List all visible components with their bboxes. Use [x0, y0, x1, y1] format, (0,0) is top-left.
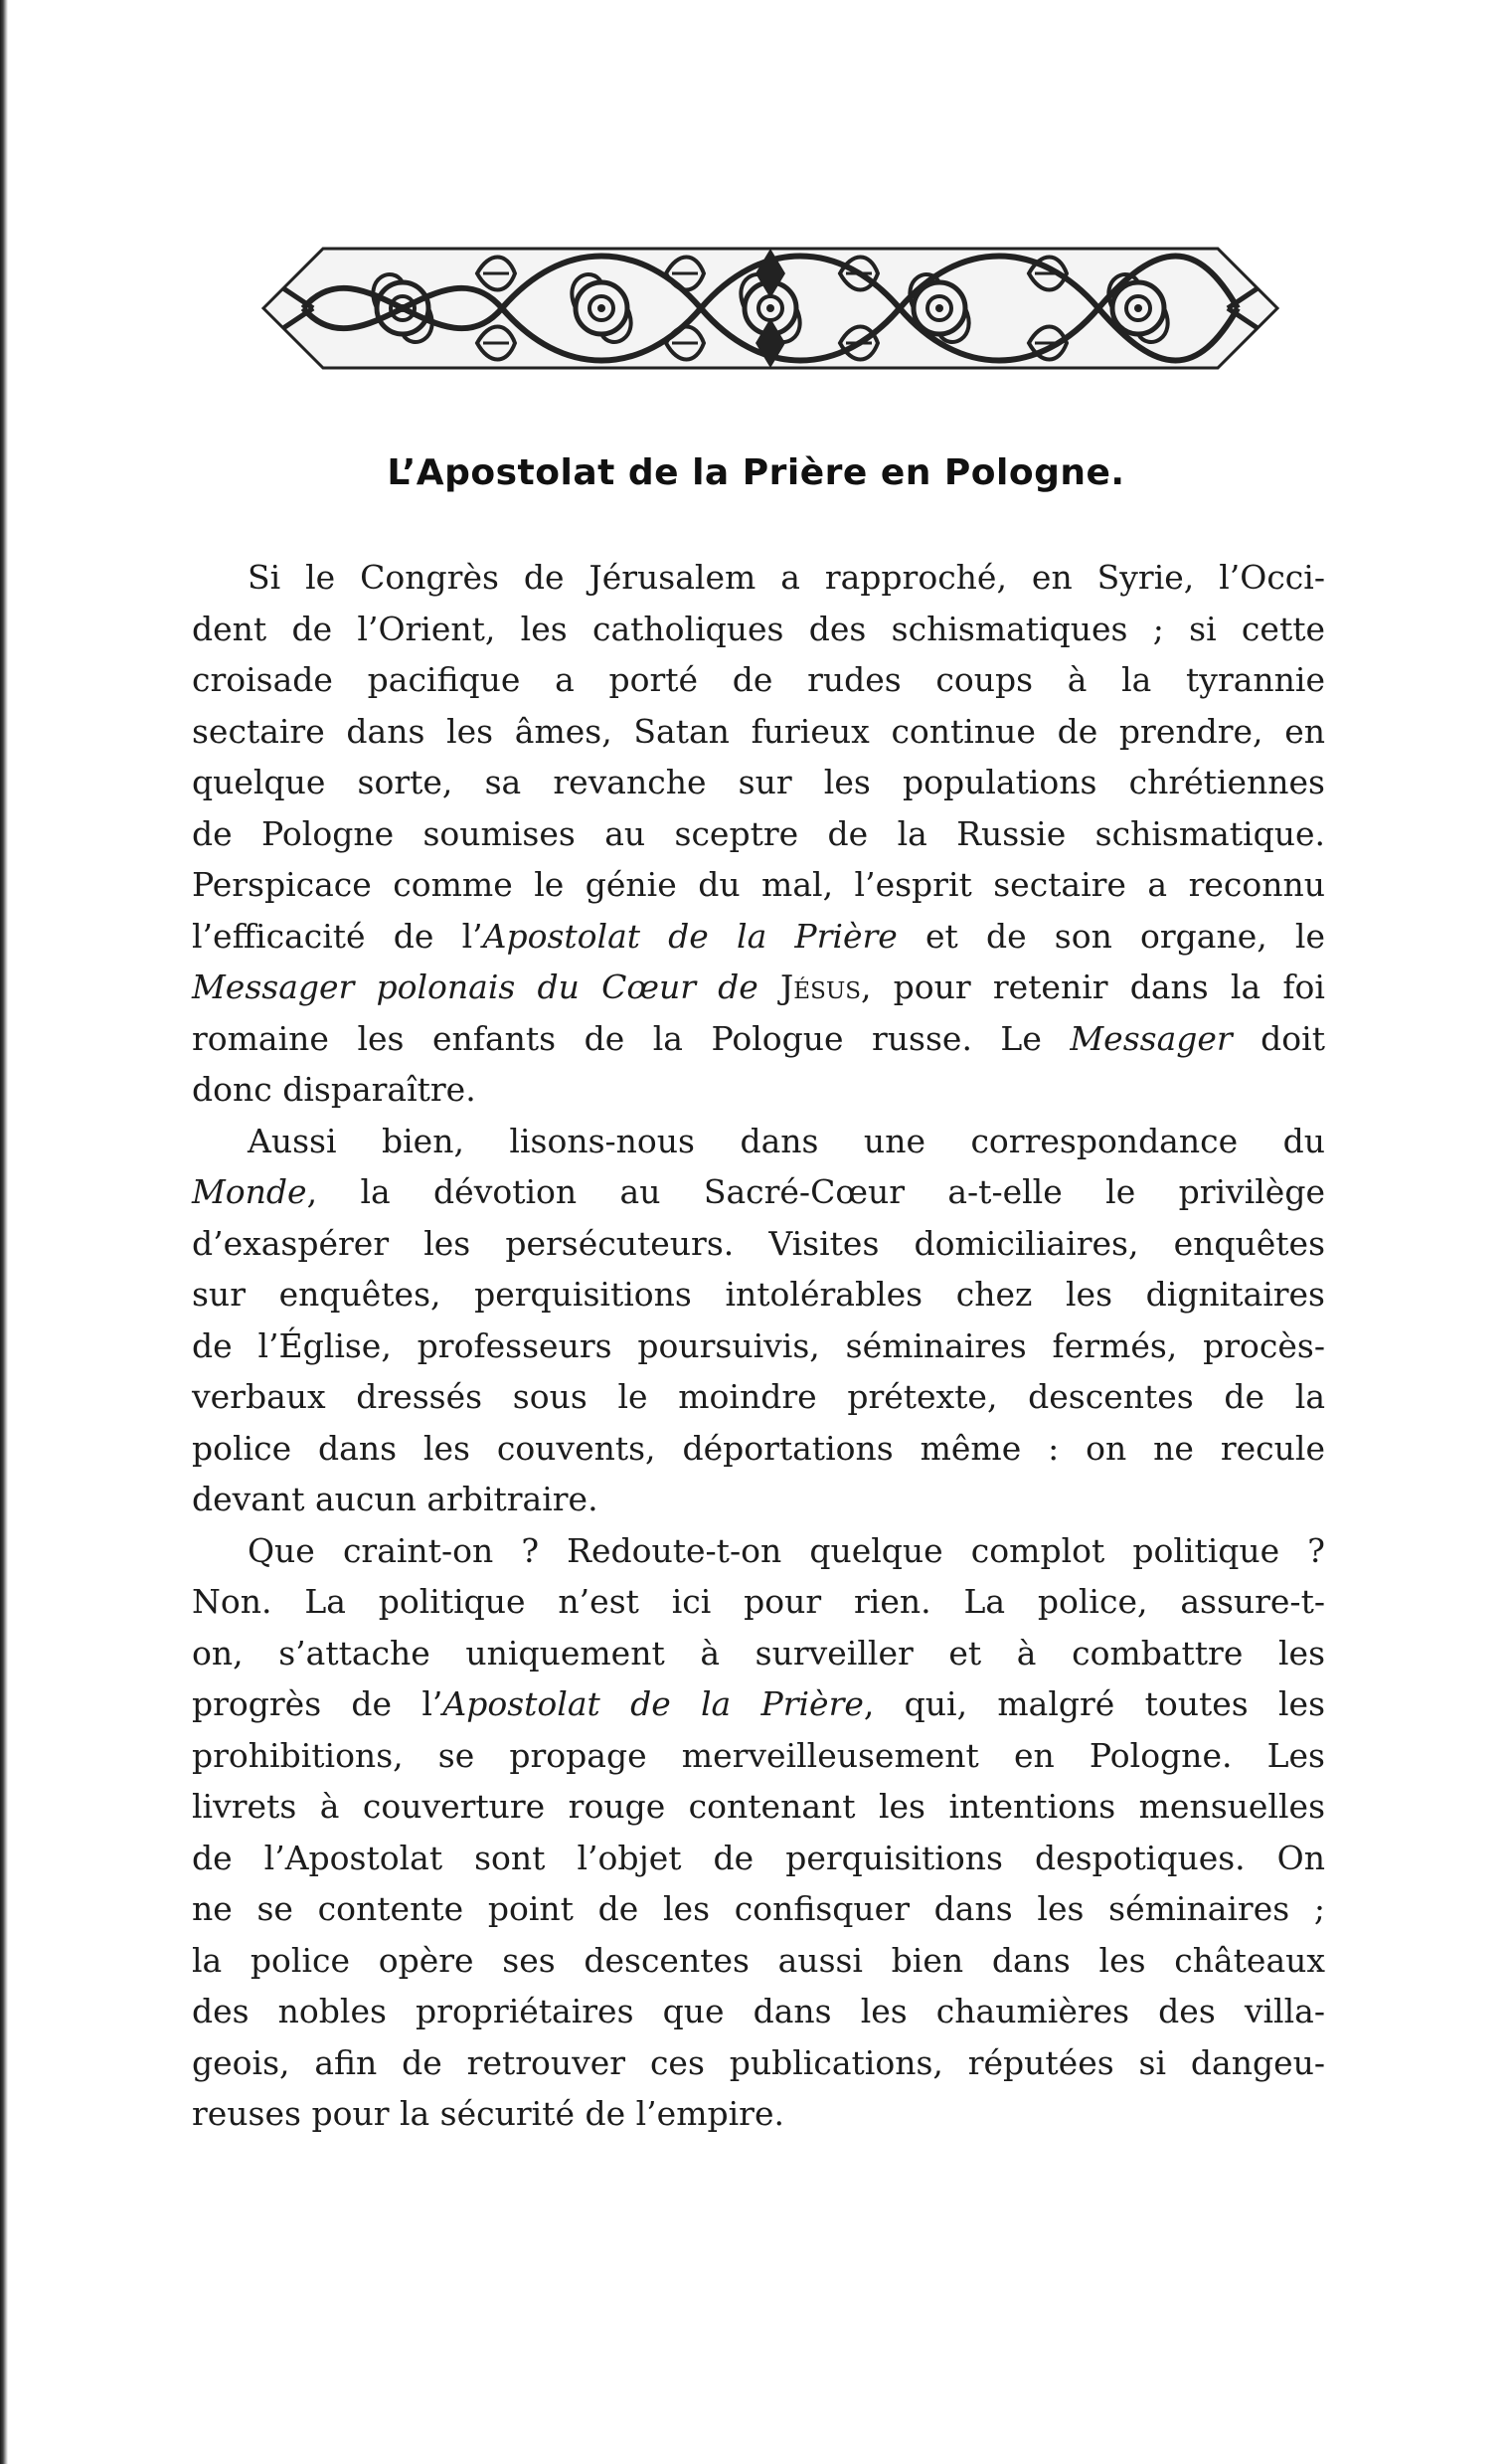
- text-run: prohibitions, se propage merveilleusement en Pologne. Les: [192, 1735, 1325, 1775]
- text-line: [192, 1064, 1325, 1116]
- italic-text: Messager polonais du Cœur de: [192, 968, 758, 1006]
- text-run: des nobles propriétaires que dans les chaumières des villa-: [192, 1992, 1325, 2030]
- text-line: [192, 911, 1325, 963]
- text-run: ne se contente point de les confisquer dans les séminaires ;: [192, 1889, 1325, 1928]
- decorative-headpiece-ornament: [244, 229, 1297, 388]
- text-line: [192, 1883, 1325, 1935]
- text-line: [192, 1678, 1325, 1730]
- text-line: [192, 1525, 1325, 1577]
- text-run: et de son organe, le: [897, 916, 1325, 956]
- text-line: [192, 552, 1325, 604]
- text-line: [192, 1423, 1325, 1475]
- text-run: devant aucun arbitraire.: [192, 1480, 598, 1518]
- text-run: [758, 968, 780, 1006]
- text-run: on, s’attache uniquement à surveiller et à combattre les: [192, 1633, 1325, 1672]
- text-run: Non. La politique n’est ici pour rien. La police, assure-t-: [192, 1582, 1325, 1621]
- text-run: quelque sorte, sa revanche sur les populations chrétiennes: [192, 763, 1325, 801]
- text-line: [192, 808, 1325, 860]
- text-run: reuses pour la sécurité de l’empire.: [192, 2094, 784, 2133]
- text-run: l’efficacité de l’: [192, 916, 483, 956]
- article-body: [192, 552, 1325, 2140]
- text-run: Si le Congrès de Jérusalem a rapproché, en Syrie, l’Occi-: [248, 558, 1325, 597]
- text-run: doit: [1232, 1018, 1325, 1058]
- text-line: [192, 2037, 1325, 2089]
- article-title: L’Apostolat de la Prière en Pologne.: [387, 452, 1125, 493]
- text-run: de Pologne soumises au sceptre de la Russie schismatique.: [192, 813, 1325, 853]
- text-line: [192, 1628, 1325, 1679]
- text-run: progrès de l’: [192, 1684, 443, 1723]
- text-run: livrets à couverture rouge contenant les intentions mensuelles: [192, 1787, 1325, 1826]
- text-line: [192, 1576, 1325, 1628]
- text-line: [192, 1116, 1325, 1167]
- text-line: [192, 604, 1325, 655]
- text-run: donc disparaître.: [192, 1070, 476, 1109]
- text-line: [192, 654, 1325, 706]
- text-run: Que craint-on ? Redoute-t-on quelque complot politique ?: [248, 1530, 1325, 1570]
- text-run: , pour retenir dans la foi: [860, 968, 1325, 1006]
- text-run: romaine les enfants de la Pologue russe. Le: [192, 1018, 1071, 1058]
- text-run: geois, afin de retrouver ces publications, réputées si dangeu-: [192, 2042, 1325, 2082]
- text-run: Perspicace comme le génie du mal, l’esprit sectaire a reconnu: [192, 865, 1325, 904]
- text-line: [192, 1371, 1325, 1423]
- text-line: [192, 1781, 1325, 1833]
- small-caps-text: Jésus: [780, 968, 861, 1006]
- text-line: [192, 2088, 1325, 2140]
- text-line: [192, 1474, 1325, 1525]
- text-line: [192, 1269, 1325, 1320]
- text-run: d’exaspérer les persécuteurs. Visites domiciliaires, enquêtes: [192, 1223, 1325, 1263]
- text-line: [192, 706, 1325, 758]
- text-line: [192, 1935, 1325, 1987]
- text-run: de l’Apostolat sont l’objet de perquisitions despotiques. On: [192, 1838, 1325, 1877]
- text-line: [192, 1833, 1325, 1884]
- italic-text: Monde: [192, 1172, 307, 1211]
- text-run: , la dévotion au Sacré-Cœur a-t-elle le privilège: [306, 1172, 1325, 1211]
- text-run: croisade pacifique a porté de rudes coups à la tyrannie: [192, 660, 1325, 699]
- text-run: verbaux dressés sous le moindre prétexte, descentes de la: [192, 1377, 1325, 1416]
- page-binding-edge: [0, 0, 8, 2464]
- text-line: [192, 859, 1325, 911]
- italic-text: Messager: [1070, 1018, 1233, 1058]
- text-line: [192, 1013, 1325, 1065]
- text-run: sectaire dans les âmes, Satan furieux continue de prendre, en: [192, 711, 1325, 751]
- text-line: [192, 962, 1325, 1013]
- text-run: police dans les couvents, déportations même : on ne recule: [192, 1428, 1325, 1468]
- text-line: [192, 1986, 1325, 2037]
- text-run: sur enquêtes, perquisitions intolérables chez les dignitaires: [192, 1275, 1325, 1314]
- italic-text: Apostolat de la Prière: [442, 1684, 864, 1723]
- text-run: Aussi bien, lisons-nous dans une correspondance du: [248, 1121, 1325, 1160]
- text-run: la police opère ses descentes aussi bien dans les châteaux: [192, 1940, 1325, 1980]
- text-run: , qui, malgré toutes les: [863, 1684, 1326, 1723]
- text-run: dent de l’Orient, les catholiques des schismatiques ; si cette: [192, 609, 1325, 648]
- text-run: de l’Église, professeurs poursuivis, séminaires fermés, procès-: [192, 1325, 1325, 1365]
- italic-text: Apostolat de la Prière: [482, 916, 898, 956]
- text-line: [192, 1320, 1325, 1372]
- text-line: [192, 1218, 1325, 1270]
- text-line: [192, 1730, 1325, 1782]
- text-line: [192, 757, 1325, 808]
- text-line: [192, 1166, 1325, 1218]
